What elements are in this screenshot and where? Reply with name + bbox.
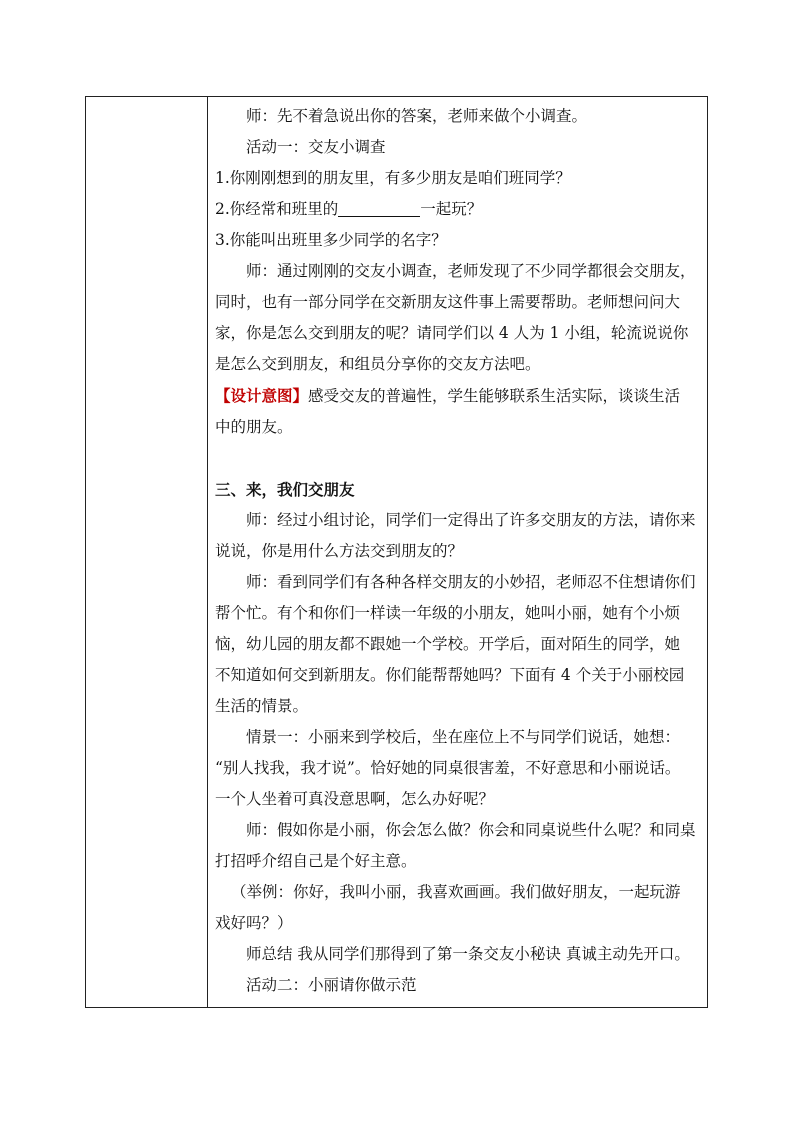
- design-intent-text: 感受交友的普遍性，学生能够联系生活实际，谈谈生活: [308, 387, 681, 405]
- text-line: 师：看到同学们有各种各样交朋友的小妙招，老师忍不住想请你们: [246, 573, 696, 591]
- scenario-one: 情景一：小丽来到学校后，坐在座位上不与同学们说话，她想：: [246, 728, 681, 746]
- text-line: 戏好吗？）: [215, 914, 293, 932]
- text-line: 不知道如何交到新朋友。你们能帮帮她吗？下面有 4 个关于小丽校园: [215, 666, 685, 684]
- text-line: 说说，你是用什么方法交到朋友的？: [215, 542, 464, 560]
- text-line: 师：通过刚刚的交友小调查，老师发现了不少同学都很会交朋友，: [246, 262, 696, 280]
- left-column-cell: [86, 97, 208, 1007]
- question-2-suffix: 一起玩？: [420, 200, 483, 218]
- text-line: 同时，也有一部分同学在交新朋友这件事上需要帮助。老师想问问大: [215, 293, 681, 311]
- design-intent-label: 【设计意图】: [215, 386, 309, 405]
- text-line: 是怎么交到朋友，和组员分享你的交友方法吧。: [215, 355, 541, 373]
- survey-question-1: 1.你刚刚想到的朋友里，有多少朋友是咱们班同学？: [215, 169, 571, 187]
- activity-two-heading: 活动二：小丽请你做示范: [246, 976, 417, 994]
- text-line: 生活的情景。: [215, 697, 309, 715]
- text-line: 恼，幼儿园的朋友都不跟她一个学校。开学后，面对陌生的同学，她: [215, 635, 681, 653]
- text-line: 师：先不着急说出你的答案，老师来做个小调查。: [246, 107, 588, 125]
- text-line: 一个人坐着可真没意思啊，怎么办好呢？: [215, 790, 495, 808]
- section-three-heading: 三、来，我们交朋友: [215, 480, 355, 499]
- text-line: “别人找我，我才说”。恰好她的同桌很害羞，不好意思和小丽说话。: [215, 759, 681, 777]
- text-line: 中的朋友。: [215, 418, 293, 436]
- example-text: （举例：你好，我叫小丽，我喜欢画画。我们做好朋友，一起玩游: [231, 883, 681, 901]
- design-intent: [215, 380, 705, 412]
- teacher-summary: 师总结 我从同学们那得到了第一条交友小秘诀 真诚主动先开口。: [246, 945, 690, 963]
- survey-question-2: [215, 194, 705, 225]
- spacer: [215, 443, 705, 474]
- fill-blank-line: [338, 198, 420, 217]
- text-line: 师：经过小组讨论，同学们一定得出了许多交朋友的方法，请你来: [246, 511, 696, 529]
- text-line: 师：假如你是小丽，你会怎么做？你会和同桌说些什么呢？和同桌: [246, 821, 696, 839]
- activity-one-heading: 活动一：交友小调查: [246, 138, 386, 156]
- question-2-prefix: 2.你经常和班里的: [215, 200, 339, 218]
- text-line: 帮个忙。有个和你们一样读一年级的小朋友，她叫小丽，她有个小烦: [215, 604, 681, 622]
- text-line: 打招呼介绍自己是个好主意。: [215, 852, 417, 870]
- lesson-content-cell: [215, 101, 705, 1001]
- text-line: 家，你是怎么交到朋友的呢？请同学们以 4 人为 1 小组，轮流说说你: [215, 324, 689, 342]
- survey-question-3: 3.你能叫出班里多少同学的名字？: [215, 231, 447, 249]
- lesson-table: [85, 96, 708, 1008]
